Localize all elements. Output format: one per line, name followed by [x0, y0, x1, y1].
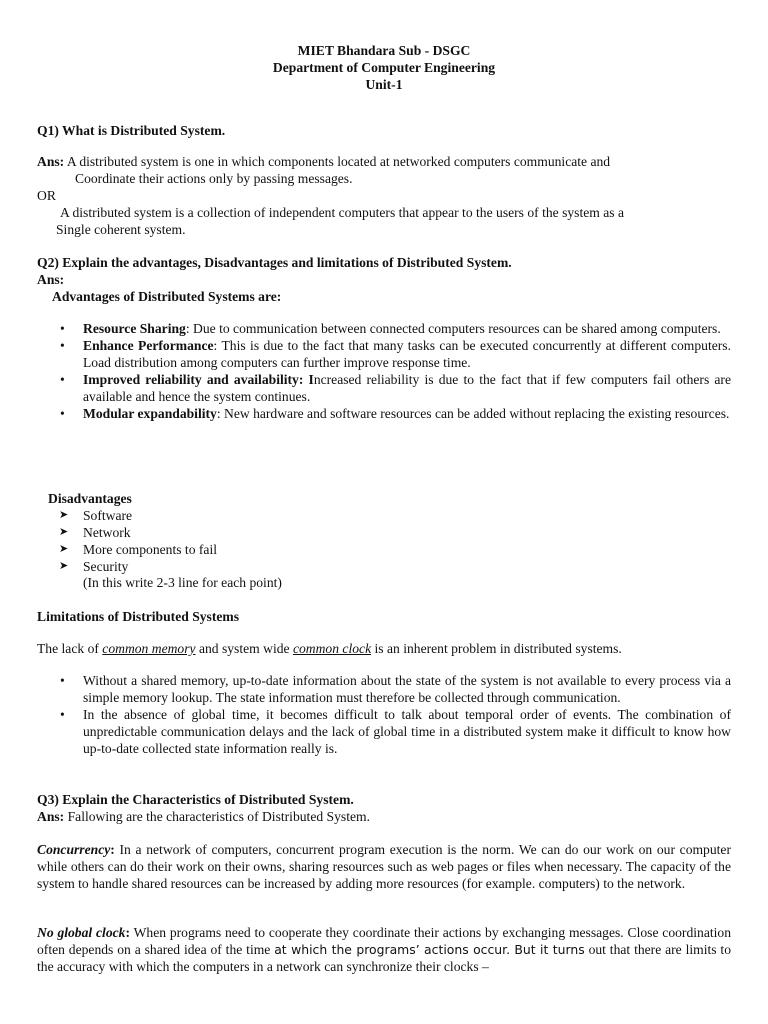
list-item: ➤ Software	[59, 508, 133, 523]
list-item: ➤ Security	[59, 559, 129, 574]
arrow-bullet-icon: ➤	[59, 543, 69, 555]
q1-or: OR	[37, 188, 56, 203]
q1-alt-answer-cont: Single coherent system.	[56, 222, 186, 237]
list-item: ➤ Network	[59, 525, 131, 540]
q1-answer: Ans: A distributed system is one in which components located at networked computers communicate and	[37, 154, 611, 169]
list-item: • Resource Sharing: Due to communication between connected computers resources can be shared among computers.	[58, 320, 731, 337]
limitations-intro: The lack of common memory and system wide common clock is an inherent problem in distributed systems.	[37, 641, 622, 656]
arrow-bullet-icon: ➤	[59, 526, 69, 538]
header-department: Department of Computer Engineering	[272, 60, 496, 75]
limitations-list	[58, 672, 731, 757]
list-item: • Improved reliability and availability: Increased reliability is due to the fact that if few computers fail others are available and hence the system continues.	[58, 371, 731, 405]
disadvantages-note: (In this write 2-3 line for each point)	[83, 575, 282, 590]
list-item: • In the absence of global time, it becomes difficult to talk about temporal order of events. The combination of unpredictable communication delays and the lack of global time in a distributed system make it difficult to know how up-to-date collected state information really is.	[58, 706, 731, 757]
header-unit: Unit-1	[365, 77, 403, 92]
q2-ans-label: Ans:	[37, 272, 65, 287]
no-global-clock-paragraph: No global clock: When programs need to cooperate they coordinate their actions by exchanging messages. Close coordination often depends on a shared idea of the time at which the programs’ actions occur. But it turns out that there are limits to the accuracy with which the computers in a network can synchronize their clocks –	[37, 925, 732, 974]
q3-answer: Ans: Fallowing are the characteristics of Distributed System.	[37, 809, 370, 824]
arrow-bullet-icon: ➤	[59, 509, 69, 521]
disadvantages-heading: Disadvantages	[48, 491, 132, 506]
list-item: • Enhance Performance: This is due to the fact that many tasks can be executed concurrently at different computers. Load distribution among computers can further improve response time.	[58, 337, 731, 371]
q1-answer-cont: Coordinate their actions only by passing messages.	[75, 171, 353, 186]
disadvantages-list	[58, 507, 217, 575]
q1-alt-answer: A distributed system is a collection of independent computers that appear to the users of the system as a	[60, 205, 625, 220]
list-item: ➤ More components to fail	[59, 542, 218, 557]
q2-question: Q2) Explain the advantages, Disadvantages and limitations of Distributed System.	[37, 255, 512, 270]
header-institute: MIET Bhandara Sub - DSGC	[297, 43, 471, 58]
q3-question: Q3) Explain the Characteristics of Distributed System.	[37, 792, 354, 807]
q1-question: Q1) What is Distributed System.	[37, 123, 226, 138]
arrow-bullet-icon: ➤	[59, 560, 69, 572]
advantages-heading: Advantages of Distributed Systems are:	[52, 289, 282, 304]
limitations-heading: Limitations of Distributed Systems	[37, 609, 240, 624]
list-item: • Without a shared memory, up-to-date information about the state of the system is not available to every process via a simple memory lookup. The state information must therefore be collected through communication.	[58, 672, 731, 706]
concurrency-paragraph: Concurrency: In a network of computers, concurrent program execution is the norm. We can do our work on our computer while others can do their work on their owns, sharing resources such as web pages or files when necessary. The capacity of the system to handle shared resources can be increased by adding more resources (for example. computers) to the network.	[37, 842, 731, 891]
list-item: • Modular expandability: New hardware and software resources can be added without replacing the existing resources.	[58, 405, 731, 422]
advantages-list	[58, 320, 731, 422]
